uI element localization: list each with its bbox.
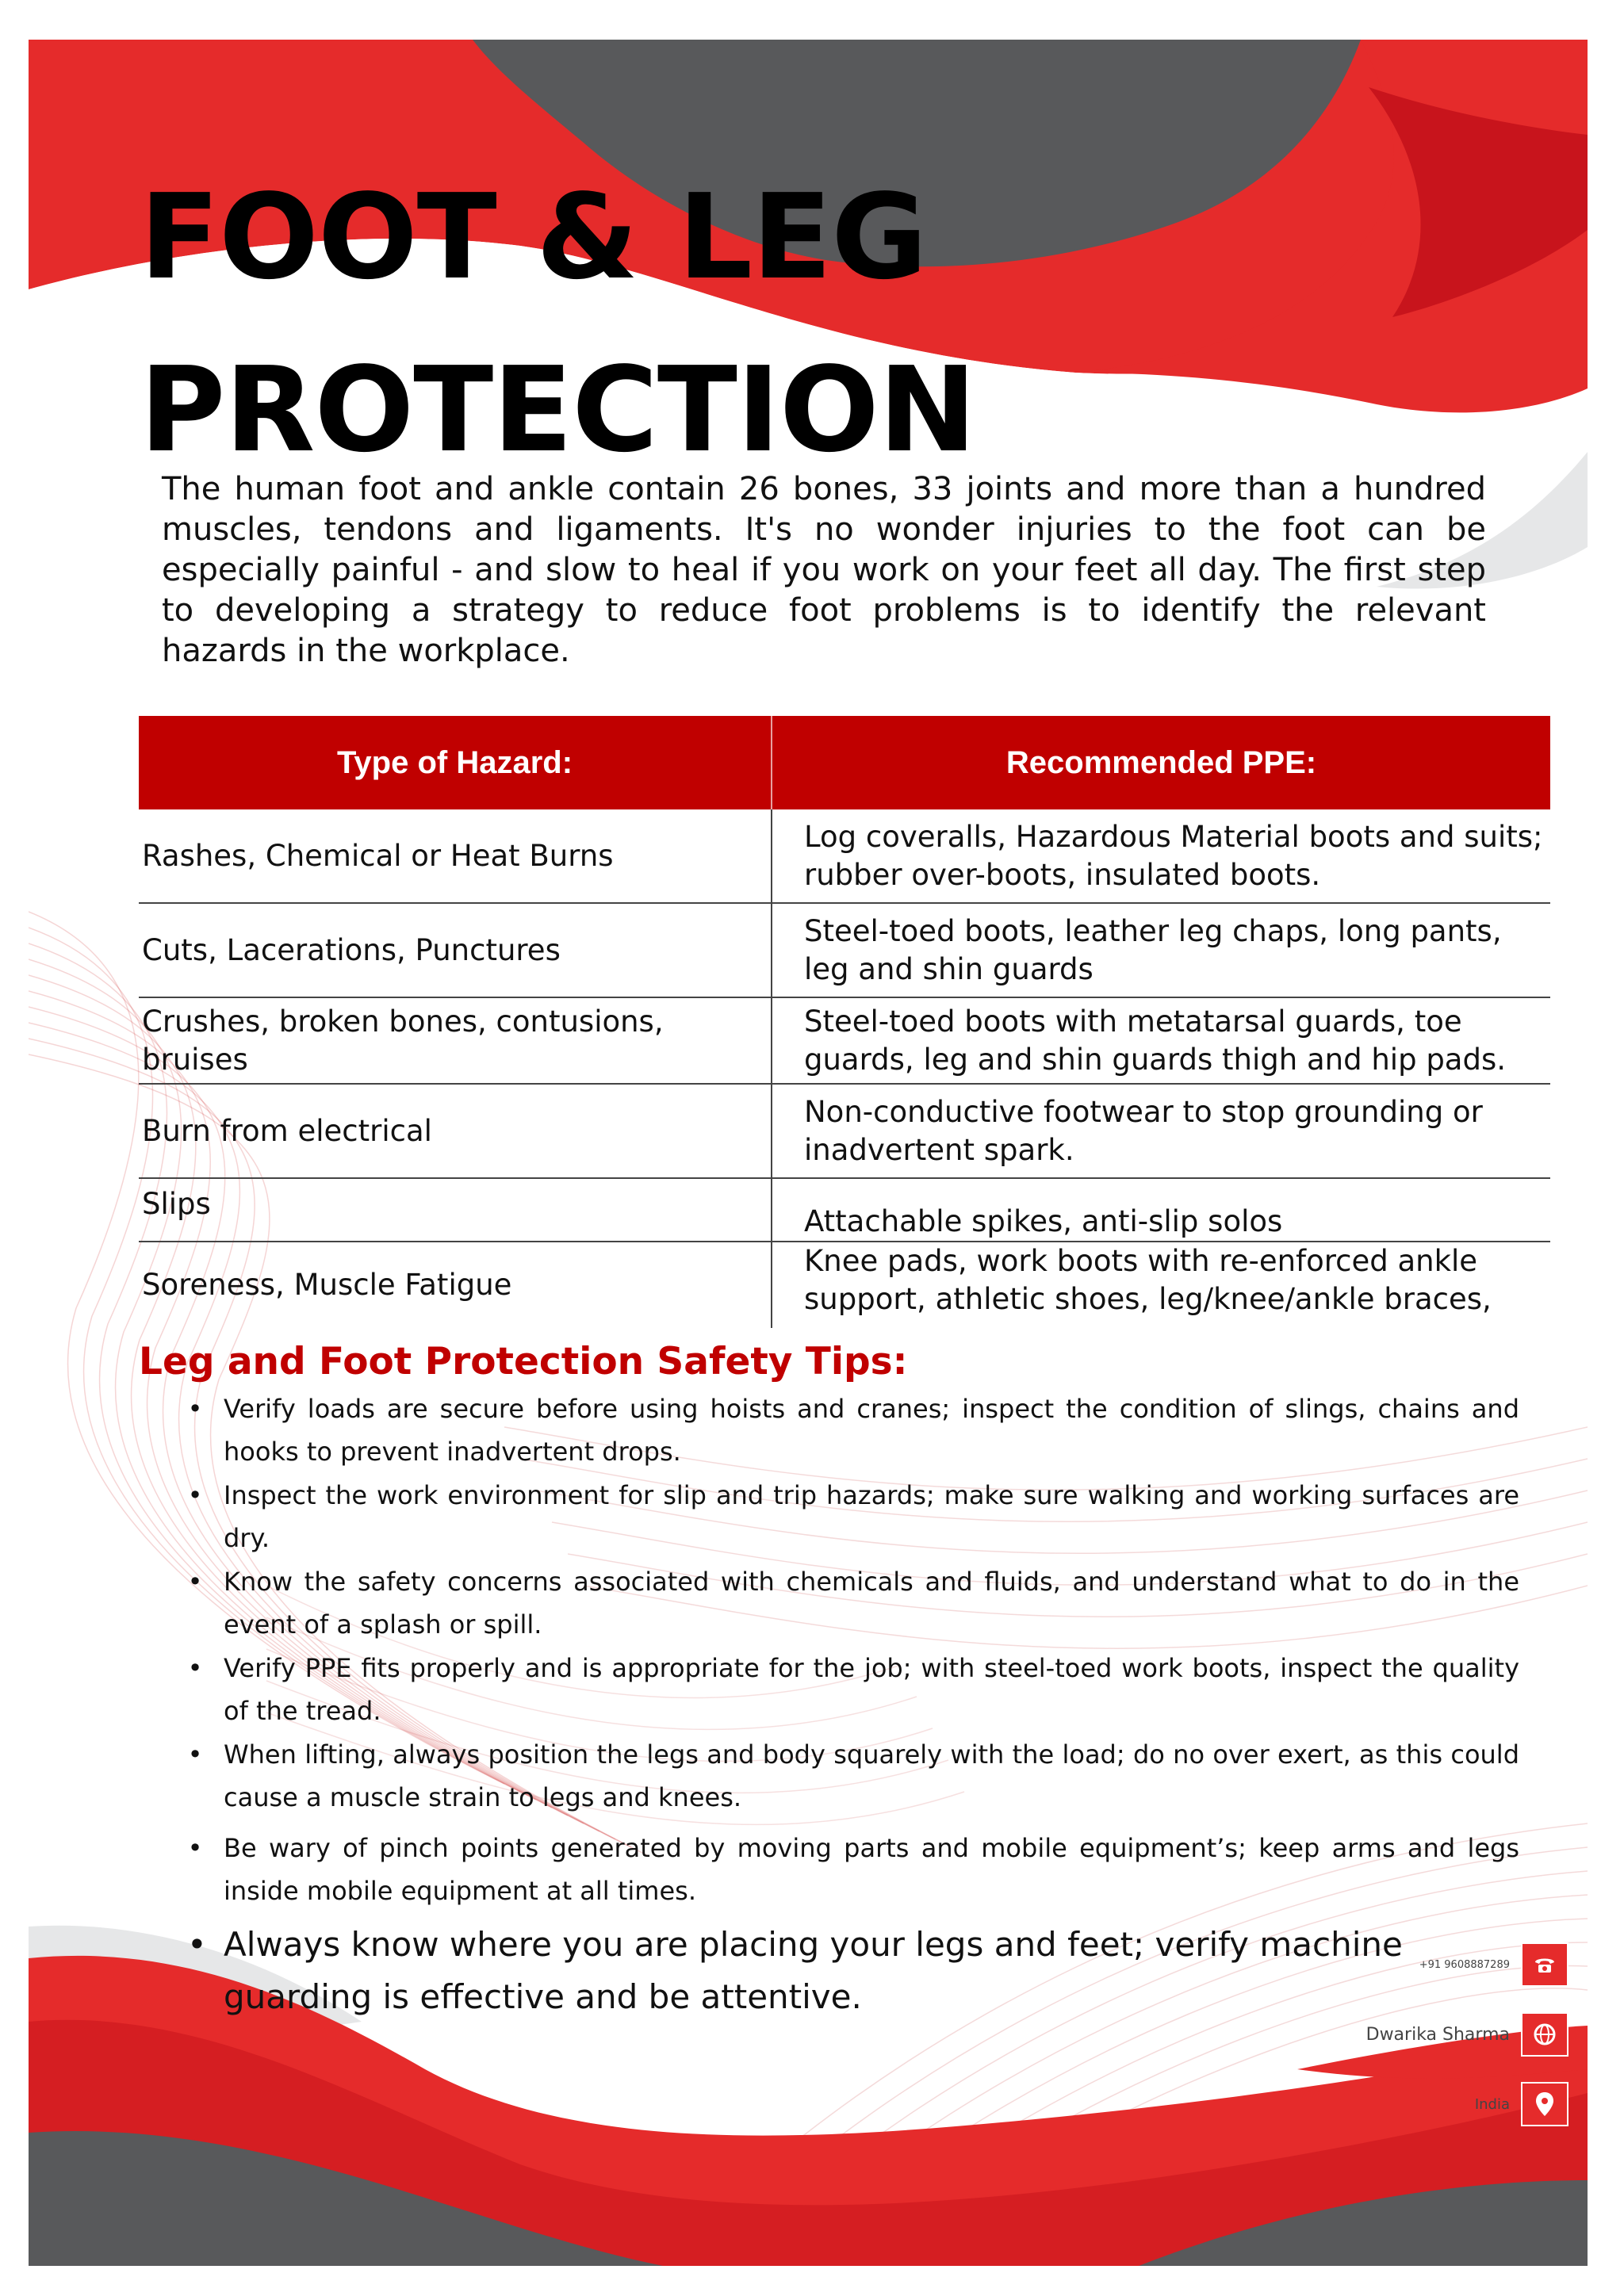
table-row [139, 1178, 1550, 1242]
bullet-icon: • [187, 1833, 203, 1863]
bullet-icon: • [187, 1480, 203, 1510]
ppe-cell [772, 1242, 1550, 1328]
tip-text: When lifting, always position the legs and body squarely with the load; do no over exert, as this could cause a muscle strain to legs and knees. [224, 1739, 1519, 1812]
contact-location: India [1474, 2095, 1510, 2113]
bullet-icon: • [187, 1739, 203, 1770]
ppe-cell: Non-conductive footwear to stop grounding or inadvertent spark. [772, 1084, 1550, 1178]
contact-phone-row [1419, 1942, 1568, 1987]
poster-page [29, 40, 1588, 2266]
table-row [139, 903, 1550, 997]
contact-name-row [1366, 2012, 1568, 2057]
hazard-cell: Rashes, Chemical or Heat Burns [139, 809, 772, 903]
contact-name: Dwarika Sharma [1365, 2024, 1510, 2045]
table-row [139, 809, 1550, 903]
table-header-row [139, 716, 1550, 809]
bullet-icon: • [187, 1394, 203, 1424]
hazard-cell: Burn from electrical [139, 1084, 772, 1178]
contact-card [1331, 1942, 1568, 2149]
title-line-1: FOOT & LEG [140, 169, 927, 305]
tip-text: Be wary of pinch points generated by moving parts and mobile equipment’s; keep arms and legs inside mobile equipment at all times. [224, 1833, 1519, 1906]
hazard-cell: Soreness, Muscle Fatigue [142, 1268, 512, 1302]
table-row [139, 1242, 1550, 1328]
tip-text: Know the safety concerns associated with chemicals and fluids, and understand what to do in the event of a splash or spill. [224, 1567, 1519, 1640]
bullet-icon: • [187, 1925, 207, 1964]
list-item [187, 1560, 1519, 1646]
ppe-cell: Steel-toed boots, leather leg chaps, long pants, leg and shin guards [772, 903, 1550, 997]
hazard-cell: Cuts, Lacerations, Punctures [139, 903, 772, 997]
ppe-cell: Steel-toed boots with metatarsal guards, toe guards, leg and shin guards thigh and hip pads. [772, 997, 1550, 1084]
tip-text: Inspect the work environment for slip and trip hazards; make sure walking and working surfaces are dry. [224, 1480, 1519, 1553]
table-row [139, 997, 1550, 1084]
hazard-cell: Crushes, broken bones, contusions, bruises [139, 997, 772, 1084]
tip-text: Always know where you are placing your legs and feet; verify machine guarding is effective and be attentive. [224, 1925, 1403, 2016]
bullet-icon: • [187, 1653, 203, 1683]
ppe-cell: Attachable spikes, anti-slip solos [772, 1178, 1550, 1242]
ppe-cell-text: Knee pads, work boots with re-enforced ankle support, athletic shoes, leg/knee/ankle braces, [804, 1244, 1492, 1316]
tip-text: Verify PPE fits properly and is appropriate for the job; with steel-toed work boots, inspect the quality of the tread. [224, 1653, 1519, 1726]
list-item [187, 1647, 1519, 1732]
contact-phone: +91 9608887289 [1419, 1958, 1510, 1971]
safety-tips-heading: Leg and Foot Protection Safety Tips: [139, 1340, 908, 1383]
list-item [187, 1387, 1519, 1473]
map-pin-icon [1521, 2082, 1568, 2126]
ppe-cell: Log coveralls, Hazardous Material boots and suits; rubber over-boots, insulated boots. [772, 809, 1550, 903]
column-header-ppe: Recommended PPE: [772, 716, 1550, 809]
table-row [139, 1084, 1550, 1178]
phone-icon [1521, 1942, 1568, 1987]
intro-paragraph: The human foot and ankle contain 26 bones, 33 joints and more than a hundred muscles, tendons and ligaments. It's no wonder injuries to the foot can be especially painful - and slow to heal if you work on your feet all day. The first step to developing a strategy to reduce foot problems is to identify the relevant hazards in the workplace. [162, 471, 1486, 669]
hazard-ppe-table [139, 716, 1550, 1328]
tip-text: Verify loads are secure before using hoists and cranes; inspect the condition of slings, chains and hooks to prevent inadvertent drops. [224, 1394, 1519, 1467]
hazard-cell: Slips [139, 1178, 772, 1242]
globe-icon [1521, 2012, 1568, 2057]
list-item [187, 1474, 1519, 1559]
column-header-hazard: Type of Hazard: [139, 716, 772, 809]
safety-tips-list [187, 1387, 1519, 2024]
title-line-2: PROTECTION [140, 342, 976, 478]
list-item [187, 1827, 1519, 1912]
contact-location-row [1475, 2082, 1568, 2126]
page-title [140, 151, 976, 496]
bullet-icon: • [187, 1567, 203, 1597]
list-item [187, 1919, 1519, 2023]
list-item [187, 1733, 1519, 1819]
